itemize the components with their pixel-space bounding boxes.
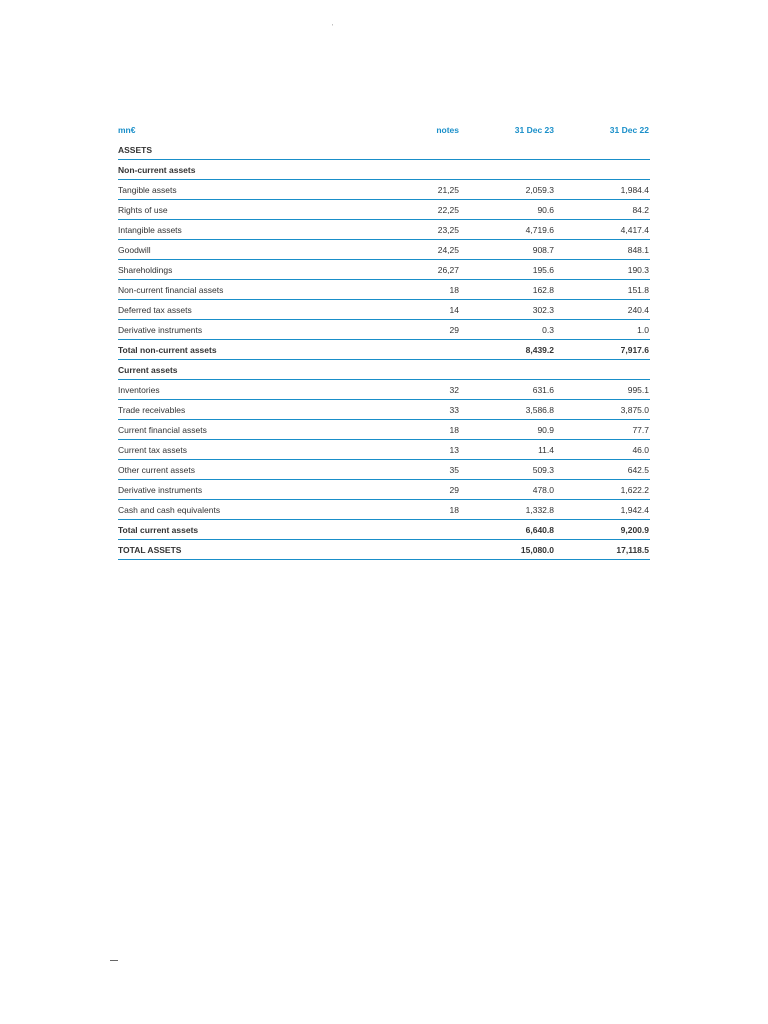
row-label: Trade receivables bbox=[118, 405, 186, 415]
non-current-rows bbox=[118, 180, 650, 340]
header-unit: mn€ bbox=[118, 125, 136, 135]
table-row bbox=[118, 240, 650, 260]
row-period-1: 1,332.8 bbox=[525, 505, 554, 515]
subtotal-period-1: 8,439.2 bbox=[525, 345, 554, 355]
grand-total-period-2: 17,118.5 bbox=[616, 545, 649, 555]
header-period-1: 31 Dec 23 bbox=[514, 125, 554, 135]
subtotal-period-2: 9,200.9 bbox=[620, 525, 649, 535]
table-row bbox=[118, 320, 650, 340]
grand-total-label: TOTAL ASSETS bbox=[118, 545, 182, 555]
row-period-2: 46.0 bbox=[632, 445, 649, 455]
row-period-2: 1,942.4 bbox=[620, 505, 649, 515]
table-row bbox=[118, 400, 650, 420]
row-label: Goodwill bbox=[118, 245, 151, 255]
header-notes: notes bbox=[436, 125, 459, 135]
subtotal-period-1: 6,640.8 bbox=[525, 525, 554, 535]
header-period-2: 31 Dec 22 bbox=[609, 125, 649, 135]
row-period-2: 84.2 bbox=[632, 205, 649, 215]
row-notes: 29 bbox=[449, 485, 459, 495]
row-label: Cash and cash equivalents bbox=[118, 505, 221, 515]
row-period-2: 642.5 bbox=[627, 465, 649, 475]
row-period-1: 195.6 bbox=[532, 265, 554, 275]
table-row bbox=[118, 180, 650, 200]
row-label: Deferred tax assets bbox=[118, 305, 192, 315]
row-period-1: 11.4 bbox=[538, 445, 554, 455]
row-period-1: 90.6 bbox=[537, 205, 554, 215]
row-period-2: 151.8 bbox=[627, 285, 649, 295]
row-period-1: 2,059.3 bbox=[525, 185, 554, 195]
table-row bbox=[118, 460, 650, 480]
section-heading-row bbox=[118, 160, 650, 180]
row-period-2: 240.4 bbox=[627, 305, 649, 315]
row-notes: 23,25 bbox=[437, 225, 459, 235]
row-notes: 33 bbox=[449, 405, 459, 415]
subtotal-row bbox=[118, 520, 650, 540]
row-notes: 35 bbox=[449, 465, 459, 475]
footer-dash bbox=[110, 960, 118, 961]
section-heading: Current assets bbox=[118, 365, 178, 375]
row-period-2: 1,984.4 bbox=[620, 185, 649, 195]
row-label: Tangible assets bbox=[118, 185, 177, 195]
subtotal-row bbox=[118, 340, 650, 360]
grand-total-row bbox=[118, 540, 650, 560]
table-title-row bbox=[118, 140, 650, 160]
row-period-2: 995.1 bbox=[627, 385, 649, 395]
row-label: Non-current financial assets bbox=[118, 285, 224, 295]
row-period-2: 848.1 bbox=[627, 245, 649, 255]
table-header-row bbox=[118, 120, 650, 140]
row-label: Other current assets bbox=[118, 465, 196, 475]
row-label: Current financial assets bbox=[118, 425, 207, 435]
row-label: Derivative instruments bbox=[118, 485, 203, 495]
row-notes: 32 bbox=[449, 385, 459, 395]
section-heading-row bbox=[118, 360, 650, 380]
row-notes: 26,27 bbox=[437, 265, 459, 275]
table-row bbox=[118, 440, 650, 460]
table-row bbox=[118, 260, 650, 280]
table-row bbox=[118, 280, 650, 300]
table-row bbox=[118, 220, 650, 240]
row-notes: 13 bbox=[449, 445, 459, 455]
row-period-1: 3,586.8 bbox=[525, 405, 554, 415]
row-period-1: 631.6 bbox=[532, 385, 554, 395]
row-period-1: 162.8 bbox=[532, 285, 554, 295]
row-notes: 22,25 bbox=[437, 205, 459, 215]
row-period-2: 3,875.0 bbox=[620, 405, 649, 415]
row-period-1: 90.9 bbox=[537, 425, 554, 435]
table-row bbox=[118, 420, 650, 440]
page-top-mark: ' bbox=[332, 24, 334, 31]
grand-total-period-1: 15,080.0 bbox=[520, 545, 554, 555]
row-notes: 18 bbox=[449, 505, 459, 515]
row-period-2: 1,622.2 bbox=[620, 485, 649, 495]
table-row bbox=[118, 480, 650, 500]
row-period-2: 1.0 bbox=[637, 325, 649, 335]
row-period-1: 302.3 bbox=[532, 305, 554, 315]
row-period-1: 509.3 bbox=[532, 465, 554, 475]
row-notes: 18 bbox=[449, 285, 459, 295]
row-label: Derivative instruments bbox=[118, 325, 203, 335]
row-notes: 24,25 bbox=[437, 245, 459, 255]
table-title: ASSETS bbox=[118, 145, 153, 155]
current-rows bbox=[118, 380, 650, 520]
row-label: Shareholdings bbox=[118, 265, 173, 275]
row-period-2: 190.3 bbox=[627, 265, 649, 275]
row-period-1: 908.7 bbox=[532, 245, 554, 255]
table-row bbox=[118, 500, 650, 520]
subtotal-period-2: 7,917.6 bbox=[620, 345, 649, 355]
row-notes: 14 bbox=[449, 305, 459, 315]
row-label: Intangible assets bbox=[118, 225, 182, 235]
row-period-1: 478.0 bbox=[532, 485, 554, 495]
row-notes: 29 bbox=[449, 325, 459, 335]
row-label: Inventories bbox=[118, 385, 160, 395]
row-period-1: 0.3 bbox=[542, 325, 554, 335]
table-row bbox=[118, 200, 650, 220]
row-notes: 21,25 bbox=[437, 185, 459, 195]
section-heading: Non-current assets bbox=[118, 165, 196, 175]
subtotal-label: Total non-current assets bbox=[118, 345, 217, 355]
row-period-2: 77.7 bbox=[632, 425, 649, 435]
subtotal-label: Total current assets bbox=[118, 525, 199, 535]
balance-sheet-table bbox=[118, 120, 650, 560]
row-period-2: 4,417.4 bbox=[620, 225, 649, 235]
row-period-1: 4,719.6 bbox=[525, 225, 554, 235]
row-notes: 18 bbox=[449, 425, 459, 435]
row-label: Current tax assets bbox=[118, 445, 187, 455]
row-label: Rights of use bbox=[118, 205, 168, 215]
table-row bbox=[118, 300, 650, 320]
table-row bbox=[118, 380, 650, 400]
